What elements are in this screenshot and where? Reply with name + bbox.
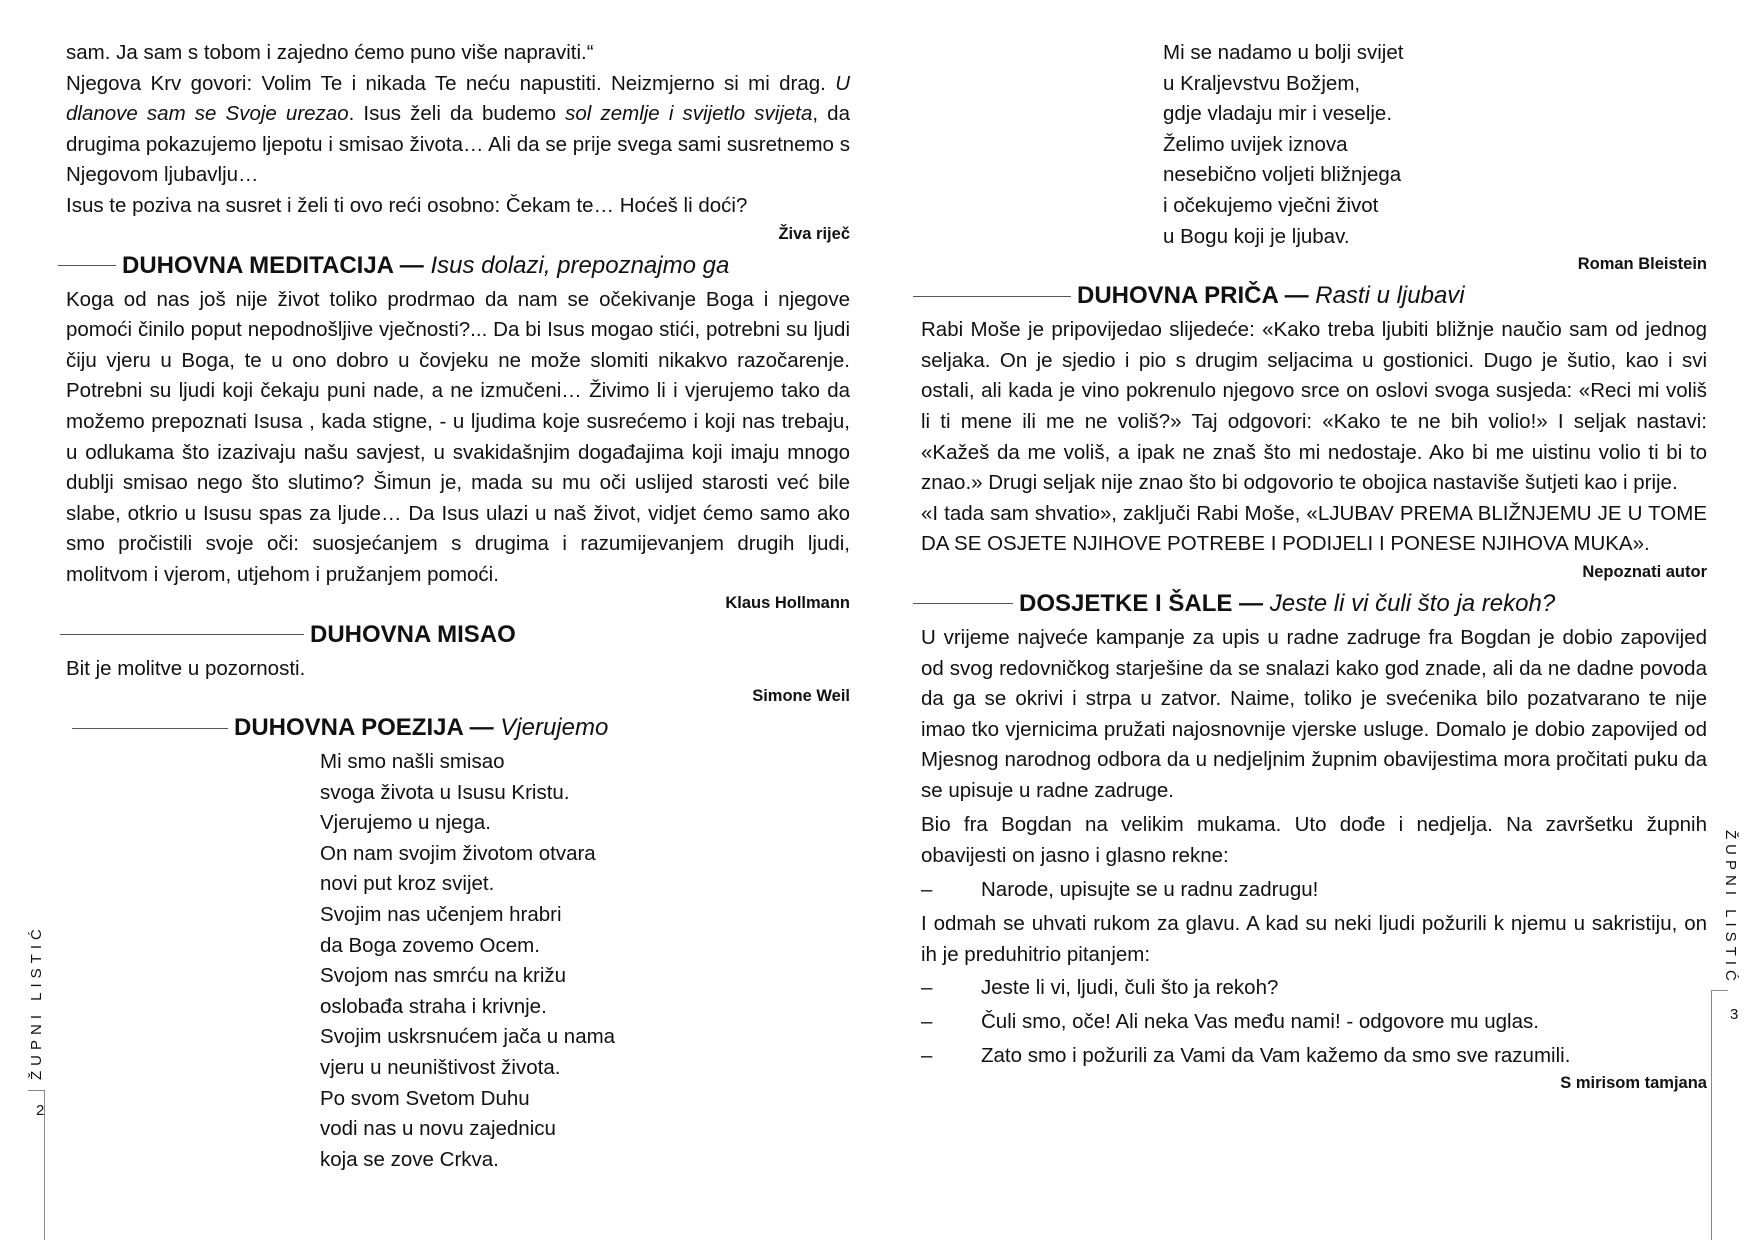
dialogue-text: Čuli smo, oče! Ali neka Vas među nami! - odgovore mu uglas. bbox=[981, 1010, 1539, 1034]
poem-line: Svojim uskrsnućem jača u nama bbox=[320, 1025, 616, 1049]
poem-line: novi put kroz svijet. bbox=[320, 872, 495, 896]
right-page bbox=[877, 0, 1754, 1240]
page-edge-rule bbox=[44, 1134, 45, 1240]
poem-line: svoga života u Isusu Kristu. bbox=[320, 780, 570, 804]
poem-line: gdje vladaju mir i veselje. bbox=[1163, 102, 1393, 126]
page-number: 3 bbox=[1730, 1006, 1739, 1023]
poem-continuation bbox=[921, 38, 1707, 252]
meditation-heading bbox=[58, 249, 850, 283]
dash-marker: – bbox=[921, 1010, 933, 1034]
jokes-subtitle: Jeste li vi čuli što ja rekoh? bbox=[1269, 589, 1556, 617]
right-column bbox=[921, 38, 1707, 1098]
meditation-title: DUHOVNA MEDITACIJA — bbox=[122, 251, 424, 279]
poem-line: Želimo uvijek iznova bbox=[1163, 132, 1348, 156]
poem-line: da Boga zovemo Ocem. bbox=[320, 933, 540, 957]
thought-title: DUHOVNA MISAO bbox=[310, 620, 516, 648]
dash-marker: – bbox=[921, 976, 933, 1000]
poem-line: Po svom Svetom Duhu bbox=[320, 1086, 530, 1110]
story-heading bbox=[913, 279, 1707, 313]
heading-rule bbox=[60, 634, 304, 635]
poetry-title: DUHOVNA POEZIJA — bbox=[234, 714, 494, 742]
story-title: DUHOVNA PRIČA — bbox=[1077, 282, 1309, 310]
poem-line: Mi se nadamo u bolji svijet bbox=[1163, 41, 1404, 64]
thought-text: Bit je molitve u pozornosti. bbox=[66, 656, 306, 680]
page-edge-rule bbox=[1711, 1034, 1712, 1240]
poem-line: On nam svojim životom otvara bbox=[320, 841, 596, 865]
poem-line: nesebično voljeti bližnjega bbox=[1163, 163, 1402, 187]
dialogue-text: Jeste li vi, ljudi, čuli što ja rekoh? bbox=[981, 976, 1279, 1000]
poem-line: Vjerujemo u njega. bbox=[320, 811, 491, 835]
jokes-source: S mirisom tamjana bbox=[1560, 1074, 1707, 1093]
right-sidebar bbox=[1721, 830, 1741, 1000]
heading-rule bbox=[913, 296, 1071, 297]
intro-line: sam. Ja sam s tobom i zajedno ćemo puno više napraviti.“ bbox=[66, 41, 594, 64]
dialogue-text: Narode, upisujte se u radnu zadrugu! bbox=[981, 877, 1319, 901]
poem-line: vodi nas u novu zajednicu bbox=[320, 1117, 556, 1141]
jokes-paragraph: Bio fra Bogdan na velikim mukama. Uto dođe i nedjelja. Na završetku župnih obavijesti on jasno i glasno rekne: bbox=[921, 813, 1707, 868]
dash-marker: – bbox=[921, 877, 933, 901]
dash-marker: – bbox=[921, 1043, 933, 1067]
poem-line: i očekujemo vječni život bbox=[1163, 193, 1379, 217]
jokes-paragraph: U vrijeme najveće kampanje za upis u radne zadruge fra Bogdan je dobio zapovijed od svog redovničkog starješine da se snalazi kako god znade, ali da ne dadne povoda da ga se okrivi i strpa u zatvor. Naime, toliko je svećenika bilo pozatvarano te nije imao tko vjernicima pružati najosnovnije vjerske usluge. Domalo je dobio zapovijed od Mjesnog narodnog odbora da u nedjeljnim župnim obavijestima mora pročitati puku da se upisuje u radne zadruge. bbox=[921, 625, 1707, 802]
sidebar-label: ŽUPNI LISTIĆ bbox=[28, 924, 45, 1080]
thought-source: Simone Weil bbox=[752, 687, 850, 706]
poem-line: Svojom nas smrću na križu bbox=[320, 964, 567, 988]
story-paragraph: «I tada sam shvatio», zaključi Rabi Moše, «LJUBAV PREMA BLIŽNJEMU JE U TOME DA SE OSJETE NJIHOVE POTREBE I PODIJELI I PONESE NJIHOVA MUKA». bbox=[921, 501, 1707, 556]
meditation-text: Koga od nas još nije život toliko prodrmao da nam se očekivanje Boga i njegove pomoći činilo poput nepodnošljive vječnosti?... Da bi Isus mogao stići, potrebni su ljudi čiju vjeru u Boga, te u ono dobro u čovjeku ne može slomiti nikakvo razočarenje. Potrebni su ljudi koji čekaju puni nade, a ne izmučeni… Živimo li i vjerujemo tako da možemo prepoznati Isusa , kada stigne, - u ljudima koje susrećemo i koji nas trebaju, u odlukama što izazivaju našu savjest, u svakidašnjim događajima koji imaju mnogo dublji smisao nego što slutimo? Šimun je, mada su mu oči uslijed starosti već bile slabe, otkrio u Isusu spas za ljude… Da Isus ulazi u naš život, vidjet ćemo samo ako smo pročistili svoje oči: suosjećanjem s drugima i razumijevanjem drugih ljudi, molitvom i vjerom, utjehom i pružanjem pomoći. bbox=[66, 287, 850, 586]
heading-rule bbox=[913, 603, 1013, 604]
meditation-subtitle: Isus dolazi, prepoznajmo ga bbox=[430, 251, 730, 279]
intro-source: Živa riječ bbox=[778, 224, 850, 243]
poem-line: Svojim nas učenjem hrabri bbox=[320, 903, 562, 927]
intro-text: Njegova Krv govori: Volim Te i nikada Te neću napustiti. Neizmjerno si mi drag. bbox=[66, 71, 836, 95]
poem-source: Roman Bleistein bbox=[1577, 255, 1707, 274]
poem-line: oslobađa straha i krivnje. bbox=[320, 994, 547, 1018]
poem-line: vjeru u neuništivost života. bbox=[320, 1056, 561, 1080]
dialogue-line bbox=[921, 1041, 1707, 1072]
intro-line: Isus te poziva na susret i želi ti ovo reći osobno: Čekam te… Hoćeš li doći? bbox=[66, 193, 748, 217]
poem-line: u Kraljevstvu Božjem, bbox=[1163, 71, 1361, 95]
jokes-paragraph: I odmah se uhvati rukom za glavu. A kad su neki ljudi požurili k njemu u sakristiju, on ih je preduhitrio pitanjem: bbox=[921, 912, 1707, 966]
sidebar-label: ŽUPNI LISTIĆ bbox=[1722, 830, 1739, 986]
heading-rule bbox=[72, 728, 228, 729]
poem-line: Mi smo našli smisao bbox=[320, 750, 505, 774]
poetry-heading bbox=[72, 711, 850, 745]
left-column bbox=[66, 38, 850, 1175]
intro-text: , da drugima pokazujemo ljepotu i smisao života… Ali da se prije svega sami susretnemo s Njegovom ljubavlju… bbox=[66, 102, 850, 187]
page-tab-border bbox=[28, 1090, 45, 1135]
intro-italic-quote: sol zemlje i svijetlo svijeta bbox=[565, 102, 813, 126]
jokes-title: DOSJETKE I ŠALE — bbox=[1019, 589, 1264, 617]
jokes-heading bbox=[913, 587, 1707, 621]
dialogue-line bbox=[921, 875, 1707, 906]
thought-heading bbox=[60, 618, 850, 652]
dialogue-line bbox=[921, 973, 1707, 1004]
story-subtitle: Rasti u ljubavi bbox=[1315, 282, 1465, 310]
page-tab-border bbox=[1711, 990, 1728, 1035]
dialogue-text: Zato smo i požurili za Vami da Vam kažemo da smo sve razumili. bbox=[981, 1043, 1571, 1067]
heading-rule bbox=[58, 265, 116, 266]
page-number: 2 bbox=[36, 1102, 45, 1119]
story-paragraph: Rabi Moše je pripovijedao slijedeće: «Kako treba ljubiti bližnje naučio sam od jednog seljaka. On je sjedio i pio s drugim seljacima u gostionici. Dugo je šutio, kao i svi ostali, ali kada je vino pokrenulo njegovo srce on oslovi svoga susjeda: «Reci mi voliš li ti mene ili me ne voliš?» Taj odgovori: «Kako te ne bih volio!» I seljak nastavi: «Kažeš da me voliš, a ipak ne znaš što mi nedostaje. Ako bi me uistinu volio ti bi to znao.» Drugi seljak nije znao što bi odgovorio te obojica nastaviše šutjeti kao i prije. bbox=[921, 318, 1707, 495]
poem-line: koja se zove Crkva. bbox=[320, 1147, 499, 1171]
intro-text: . Isus želi da budemo bbox=[348, 102, 566, 126]
story-source: Nepoznati autor bbox=[1582, 562, 1707, 581]
poetry-lines bbox=[66, 747, 850, 1175]
poem-line: u Bogu koji je ljubav. bbox=[1163, 224, 1350, 248]
meditation-source: Klaus Hollmann bbox=[725, 593, 850, 612]
dialogue-line bbox=[921, 1007, 1707, 1038]
poetry-subtitle: Vjerujemo bbox=[500, 714, 609, 742]
intro-paragraph bbox=[66, 69, 850, 191]
intro-italic-quote: U dlanove sam se Svoje urezao bbox=[66, 71, 850, 126]
